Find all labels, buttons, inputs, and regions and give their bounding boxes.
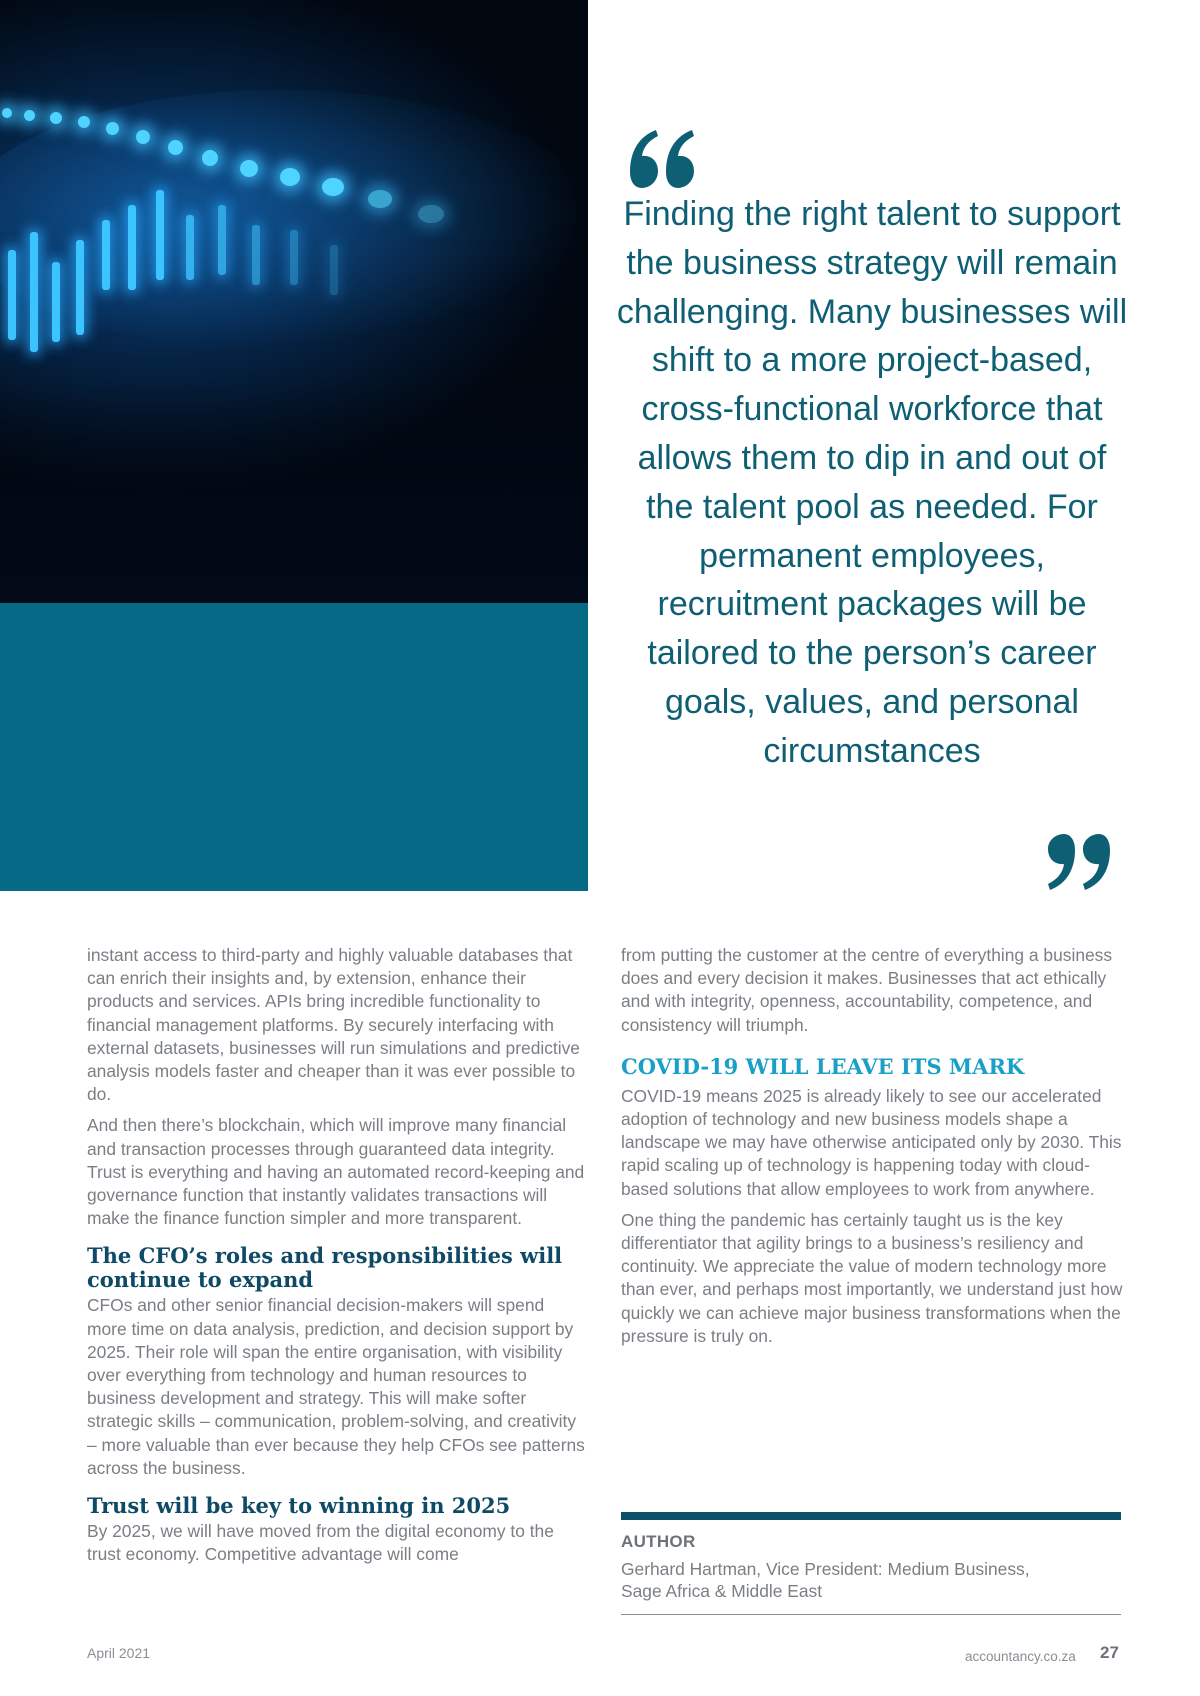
author-name-title: Gerhard Hartman, Vice President: Medium Business,: [621, 1559, 1030, 1579]
hero-teal-block: [0, 603, 588, 891]
close-quote-icon: [1045, 832, 1113, 892]
open-quote-icon: [626, 128, 698, 190]
body-paragraph: instant access to third-party and highly valuable databases that can enrich their insights and, by extension, enhance their products and services. APIs bring incredible functionality to financial management platforms. By securely interfacing with external datasets, businesses will run simulations and predictive analysis models faster and cheaper than it was ever possible to do.: [87, 945, 580, 1105]
footer-date: April 2021: [87, 1645, 151, 1661]
author-bottom-rule: [621, 1614, 1121, 1615]
body-paragraph: By 2025, we will have moved from the digital economy to the trust economy. Competitive advantage will come: [87, 1521, 554, 1565]
section-heading-cfo-roles: The CFO’s roles and responsibilities will continue to expand: [87, 1243, 563, 1293]
body-paragraph: One thing the pandemic has certainly taught us is the key differentiator that agility brings to a business’s resiliency and continuity. We appreciate the value of modern technology more than ever, and perhaps most importantly, we understand just how quickly we can achieve major business transformations when the pressure is truly on.: [621, 1209, 1123, 1346]
author-company: Sage Africa & Middle East: [621, 1581, 823, 1601]
section-heading-covid: COVID-19 WILL LEAVE ITS MARK: [621, 1053, 1025, 1079]
author-info: [621, 1558, 1101, 1602]
body-paragraph: from putting the customer at the centre of everything a business does and every decision it makes. Businesses that act ethically and with integrity, openness, accountability, competence, and consistency will triumph.: [621, 945, 1113, 1035]
page-number: 27: [1100, 1643, 1119, 1662]
right-column: [621, 944, 1126, 1356]
footer-website: accountancy.co.za: [965, 1649, 1076, 1664]
pull-quote: Finding the right talent to support the business strategy will remain challenging. Many businesses will shift to a more project-based, cross-functional workforce that allows them to dip in and out of the talent pool as needed. For permanent employees, recruitment packages will be tailored to the person’s career goals, values, and personal circumstances: [616, 195, 1128, 770]
hero-image: [0, 0, 588, 603]
section-heading-trust: Trust will be key to winning in 2025: [87, 1493, 511, 1519]
body-paragraph: CFOs and other senior financial decision-makers will spend more time on data analysis, prediction, and decision support by 2025. Their role will span the entire organisation, with visibility over everything from technology and human resources to business development and strategy. This will make softer strategic skills – communication, problem-solving, and creativity – more valuable than ever because they help CFOs see patterns across the business.: [87, 1295, 585, 1478]
left-column: [87, 944, 587, 1574]
author-top-rule: [621, 1512, 1121, 1520]
body-paragraph: COVID-19 means 2025 is already likely to see our accelerated adoption of technology and new business models shape a landscape we may have otherwise anticipated only by 2030. This rapid scaling up of technology is happening today with cloud-based solutions that allow employees to work from anywhere.: [621, 1085, 1122, 1199]
body-paragraph: And then there’s blockchain, which will improve many financial and transaction processes through guaranteed data integrity. Trust is everything and having an automated record-keeping and governance function that instantly validates transactions will make the finance function simpler and more transparent.: [87, 1115, 585, 1229]
author-label: AUTHOR: [621, 1532, 696, 1551]
